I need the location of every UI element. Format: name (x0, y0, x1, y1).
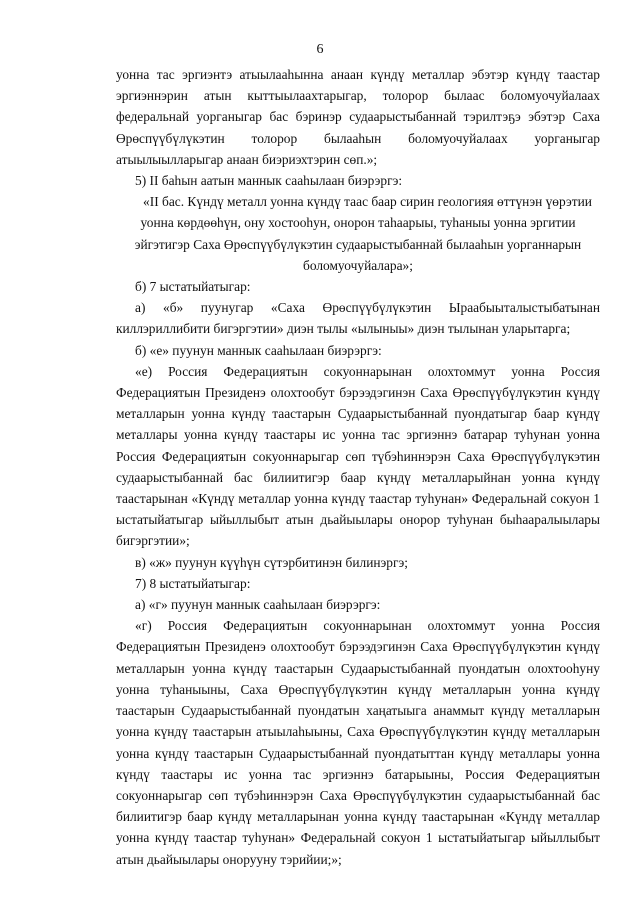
paragraph-clause-e: «е) Россия Федерациятын сокуоннарынан олохтоммут уонна Россия Федерациятын Президенэ олохтообут бэрээдэгинэн Саха Өрөспүүбүлүкэтин күндү металларын уонна күндү таастарын Судаарыстыбаннай пуондатыгар баар күндү металлары уонна күндү таастары ис уонна тас эргиэннэ батарар туһунан уонна Россия Федерациятын сокуоннарыгар сөп түбэһиннэрэн Саха Өрөспүүбүлүкэтин судаарыстыбаннай бас билиитигэр баар күндү металларыйнан уонна күндү таастарынан «Күндү металлар уонна күндү таастар туһунан» Федеральнай сокуон 1 ыстатыйатыгар ыйыллыбыт атын дьайыылары онорор туһунан быһааралыылары бигэргэтии»; (116, 363, 600, 549)
paragraph-item-5: 5) II баһын аатын маннык сааһылаан биэрэргэ: (135, 173, 403, 189)
page-number: 6 (316, 42, 324, 57)
paragraph-subitem-v: в) «ж» пуунун күүһүн сүтэрбитинэн билинэргэ; (135, 554, 408, 570)
document-body (116, 64, 600, 870)
paragraph-chapter-title: «II бас. Күндү металл уонна күндү таас баар сирин геологияя өттүнэн үөрэтии уонна көрдөөһүн, ону хостооһун, онорон таһаарыы, туһаныы уонна эргитии эйгэтигэр Саха Өрөспүүбүлүкэтин судаарыстыбаннай былааһын уорганнарын боломуочуйалара»; (134, 194, 592, 273)
paragraph-continuation: уонна тас эргиэнтэ атыылааһынна анаан күндү металлар эбэтэр күндү таастар эргиэннэрин атын кыттыылаахтарыгар, толорор былаас боломуочуйалаах федеральнай уорганыгар бас бэринэр судаарыстыбаннай тэрилтэҕэ эбэтэр Саха Өрөспүүбүлүкэтин толорор былааһын боломуочуйалаах уорганыгар атыылыылларыгар анаан биэриэхтэрин сөп.»; (116, 67, 600, 167)
paragraph-subitem-a: а) «б» пуунугар «Саха Өрөспүүбүлүкэтин Ыраабыыталыстыбатынан киллэриллибити бигэргэтии» диэн тылы «ылыныы» диэн тылынан уларытарга; (116, 300, 600, 337)
paragraph-subitem-b: б) «е» пуунун маннык сааһылаан биэрэргэ: (135, 342, 382, 358)
paragraph-item-6: б) 7 ыстатыйатыгар: (135, 279, 251, 295)
paragraph-item-7: 7) 8 ыстатыйатыгар: (135, 575, 251, 591)
paragraph-clause-g: «г) Россия Федерациятын сокуоннарынан олохтоммут уонна Россия Федерациятын Президенэ олохтообут бэрээдэгинэн Саха Өрөспүүбүлүкэтин күндү металларын уонна күндү таастарын Судаарыстыбаннай пуондатын олохтооһуну уонна туһаныыны, Саха Өрөспүүбүлүкэтин күндү металларын уонна күндү таастарын Судаарыстыбаннай пуондатын хаңатыыга анаммыт күндү металларын уонна күндү таастарын атыылаһыыны, Саха Өрөспүүбүлүкэтин күндү металларын уонна күндү таастарын Судаарыстыбаннай пуондатыттан күндү металлары уонна күндү таастары ис уонна тас эргиэннэ батарыыны, Россия Федерациятын сокуоннарыгар сөп түбэһиннэрэн Саха Өрөспүүбүлүкэтин судаарыстыбаннай бас билиитигэр баар күндү металларынан уонна күндү таастарынан «Күндү металлар уонна күндү таастар туһунан» Федеральнай сокуон 1 ыстатыйатыгар ыйыллыбыт атын дьайыылары онорууну тэрийии;»; (116, 618, 600, 867)
paragraph-subitem-a-2: а) «г» пуунун маннык сааһылаан биэрэргэ: (135, 597, 381, 613)
